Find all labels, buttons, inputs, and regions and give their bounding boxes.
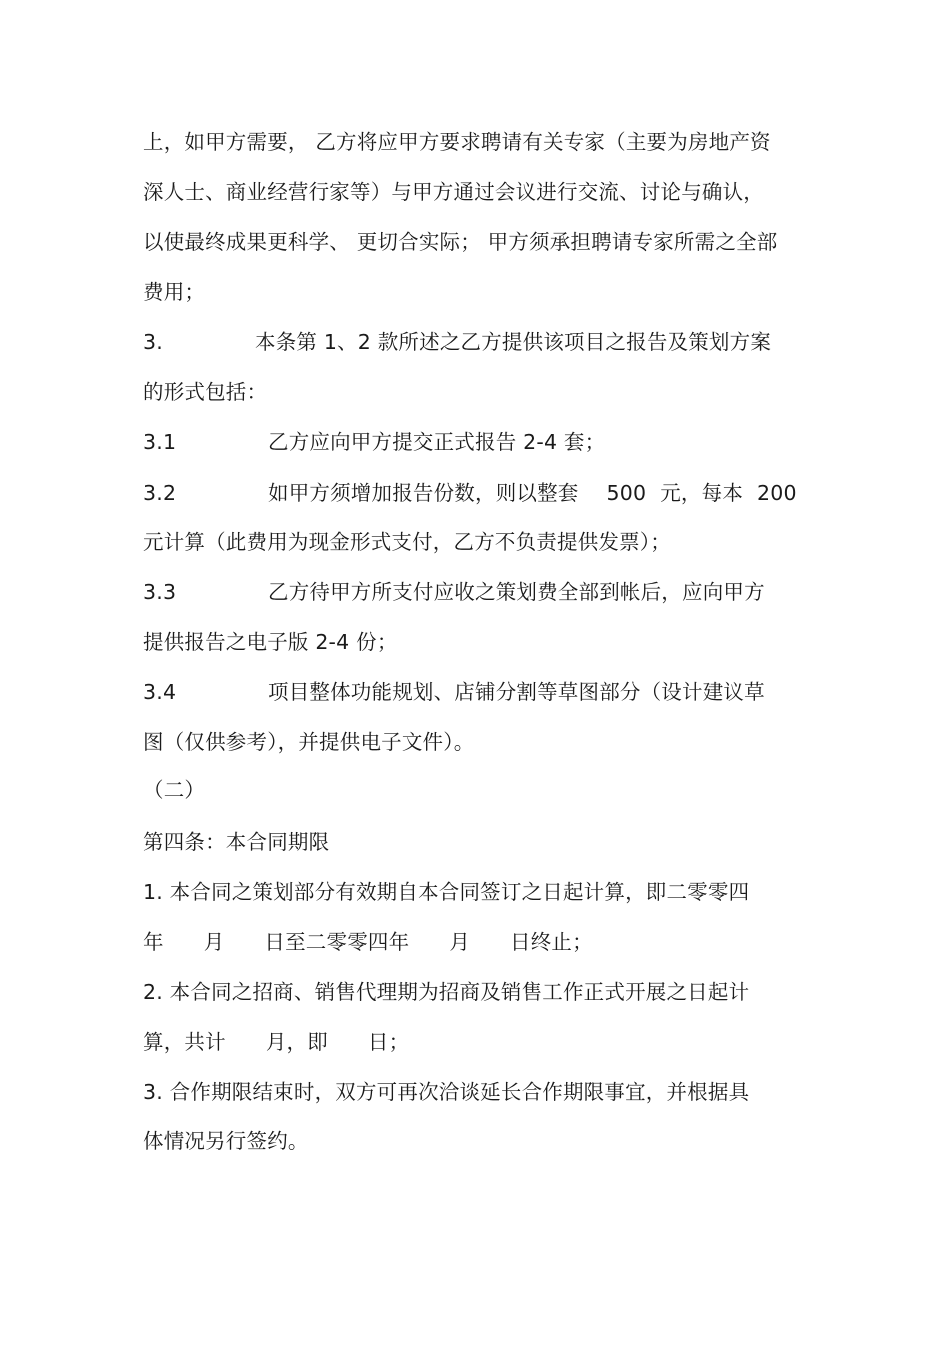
section-marker [143,776,205,804]
paragraph-line [143,178,764,206]
text-run: 元计算（此费用为现金形式支付，乙方不负责提供发票）； [143,530,671,554]
paragraph-line [143,1127,309,1155]
paragraph-line [143,978,749,1006]
date-blank-line [143,928,593,956]
clause-number: 3.2 [143,481,177,505]
clause-text: 项目整体功能规划、店铺分割等草图部分（设计建议草 [268,680,765,704]
clause-3-line [143,328,771,356]
text-run: 3. 合作期限结束时，双方可再次洽谈延长合作期限事宜，并根据具 [143,1080,750,1104]
text-run: 体情况另行签约。 [143,1129,309,1153]
text-run: 第四条：本合同期限 [143,830,330,854]
clause-text: 元，每本 [660,481,744,505]
text-run: 年 [143,930,164,954]
clause-text: 如甲方须增加报告份数，则以整套 [268,481,579,505]
price-set: 500 [606,481,647,505]
text-run: 图（仅供参考），并提供电子文件）。 [143,730,475,754]
paragraph-line [143,1078,749,1106]
paragraph-line [143,278,205,306]
clause-text: 乙方应向甲方提交正式报告 2-4 套； [268,430,606,454]
text-run: 日； [367,1030,410,1054]
text-run: 提供报告之电子版 2-4 份； [143,630,398,654]
price-each: 200 [757,481,797,505]
paragraph-line [143,128,771,156]
clause-3-2-line [143,479,797,507]
paragraph-line [143,628,398,656]
text-run: 费用； [143,280,206,304]
article-heading [143,828,329,856]
clause-number: 3. [143,330,163,354]
text-run: 月 [449,930,471,954]
clause-number: 3.3 [143,580,177,604]
text-run: 月 [203,930,225,954]
text-run: 月，即 [265,1030,328,1054]
text-run: 2. 本合同之招商、销售代理期为招商及销售工作正式开展之日起计 [143,980,750,1004]
clause-number: 3.4 [143,680,177,704]
clause-text: 本条第 1、2 款所述之乙方提供该项目之报告及策划方案 [255,330,772,354]
paragraph-line [143,728,474,756]
paragraph-line [143,878,749,906]
text-run: 1. 本合同之策划部分有效期自本合同签订之日起计算，即二零零四 [143,880,750,904]
clause-number: 3.1 [143,430,177,454]
clause-3-1-line [143,428,605,456]
text-run: 深人士、商业经营行家等）与甲方通过会议进行交流、讨论与确认， [143,180,764,204]
text-run: 以使最终成果更科学、 更切合实际； 甲方须承担聘请专家所需之全部 [143,230,778,254]
paragraph-line [143,228,777,256]
text-run: 日至二零零四年 [264,930,410,954]
clause-3-4-line [143,678,765,706]
paragraph-line [143,528,671,556]
paragraph-line [143,378,267,406]
text-run: （二） [143,778,206,802]
text-run: 算，共计 [143,1030,226,1054]
text-run: 日终止； [510,930,593,954]
clause-text: 乙方待甲方所支付应收之策划费全部到帐后，应向甲方 [268,580,765,604]
clause-3-3-line [143,578,765,606]
period-blank-line [143,1028,409,1056]
text-run: 的形式包括： [143,380,268,404]
text-run: 上，如甲方需要， 乙方将应甲方要求聘请有关专家（主要为房地产资 [143,130,771,154]
